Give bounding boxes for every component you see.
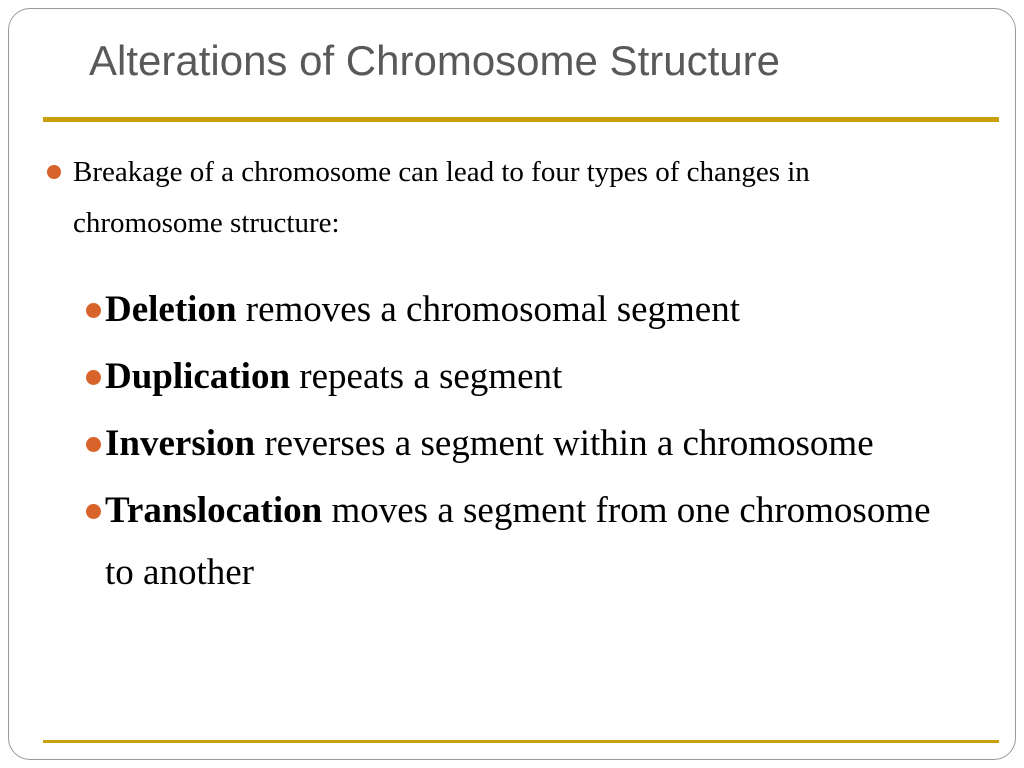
description: removes a chromosomal segment bbox=[236, 289, 741, 330]
term: Inversion bbox=[105, 423, 256, 464]
intro-text: Breakage of a chromosome can lead to four types of changes in chromosome structure: bbox=[73, 156, 810, 239]
term: Duplication bbox=[105, 356, 291, 397]
term: Translocation bbox=[105, 490, 323, 531]
list-item-duplication bbox=[81, 346, 941, 408]
list-item-inversion bbox=[81, 413, 941, 475]
list-item-deletion bbox=[81, 279, 941, 341]
bullet-icon bbox=[86, 504, 101, 519]
description: reverses a segment within a chromosome bbox=[255, 423, 874, 464]
footer-divider bbox=[43, 740, 999, 743]
bullet-icon bbox=[86, 370, 101, 385]
list-item-translocation bbox=[81, 480, 941, 604]
change-type-list bbox=[81, 279, 941, 609]
bullet-icon bbox=[47, 165, 61, 179]
bullet-icon bbox=[86, 303, 101, 318]
slide-frame bbox=[8, 8, 1016, 760]
title-divider bbox=[43, 117, 999, 122]
bullet-icon bbox=[86, 437, 101, 452]
description: moves a segment from one chromosome to another bbox=[105, 490, 931, 593]
intro-bullet bbox=[47, 147, 907, 249]
slide-title: Alterations of Chromosome Structure bbox=[89, 37, 780, 84]
description: repeats a segment bbox=[290, 356, 563, 397]
term: Deletion bbox=[105, 289, 237, 330]
